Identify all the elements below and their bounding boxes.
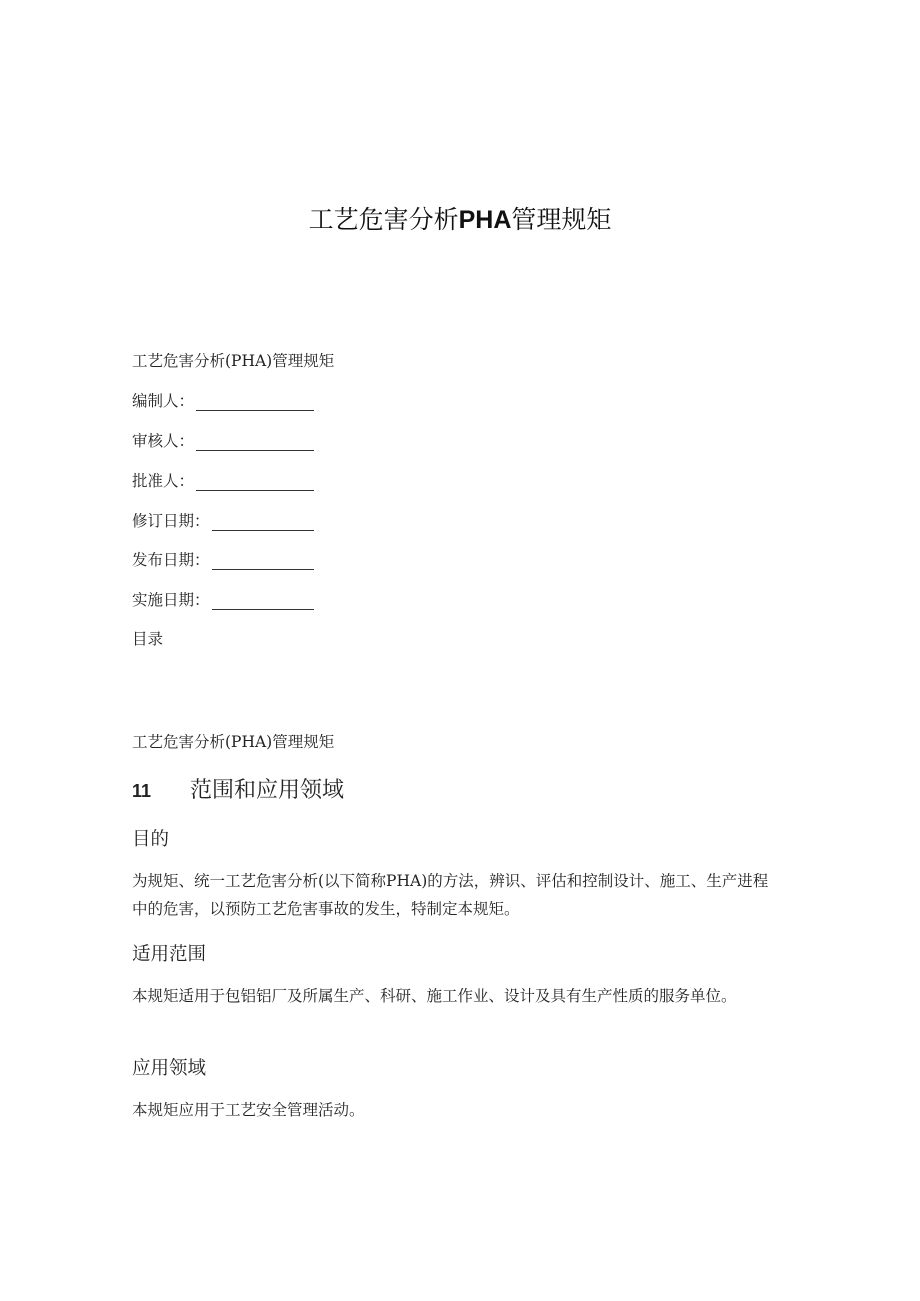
field-effective-date <box>132 590 314 610</box>
field-label: 修订日期： <box>132 512 210 530</box>
subsection-text-purpose: 为规矩、统一工艺危害分析(以下简称PHA)的方法，辨识、评估和控制设计、施工、生产进程中的危害，以预防工艺危害事故的发生，特制定本规矩。 <box>132 872 769 918</box>
title-abbreviation: PHA <box>458 206 512 234</box>
subsection-text-scope: 本规矩适用于包铝铝厂及所属生产、科研、施工作业、设计及具有生产性质的服务单位。 <box>132 987 737 1005</box>
field-approver <box>132 471 314 491</box>
subsection-text-application: 本规矩应用于工艺安全管理活动。 <box>132 1101 365 1119</box>
field-label: 实施日期： <box>132 591 210 609</box>
field-release-date <box>132 550 314 570</box>
subsection-heading-application: 应用领域 <box>132 1058 207 1079</box>
date-blank <box>212 555 314 570</box>
date-blank <box>212 595 314 610</box>
section-number: 11 <box>132 781 152 801</box>
subsection-heading-purpose: 目的 <box>132 829 170 850</box>
field-compiler <box>132 391 314 411</box>
section-heading <box>132 778 344 804</box>
field-label: 编制人： <box>132 392 195 410</box>
section-title: 范围和应用领域 <box>190 778 345 803</box>
cover-subtitle: 工艺危害分析(PHA)管理规矩 <box>132 352 335 370</box>
body-title: 工艺危害分析(PHA)管理规矩 <box>132 733 335 751</box>
field-label: 批准人： <box>132 472 195 490</box>
subsection-heading-scope: 适用范围 <box>132 944 207 965</box>
field-reviewer <box>132 431 314 451</box>
field-label: 发布日期： <box>132 551 210 569</box>
title-prefix: 工艺危害分析 <box>308 205 459 234</box>
field-label: 审核人： <box>132 432 195 450</box>
signature-blank <box>196 476 314 491</box>
date-blank <box>212 516 314 531</box>
signature-blank <box>196 396 314 411</box>
document-title <box>0 200 920 236</box>
toc-label: 目录 <box>132 630 164 648</box>
field-revision-date <box>132 511 314 531</box>
signature-blank <box>196 436 314 451</box>
title-suffix: 管理规矩 <box>511 205 612 234</box>
